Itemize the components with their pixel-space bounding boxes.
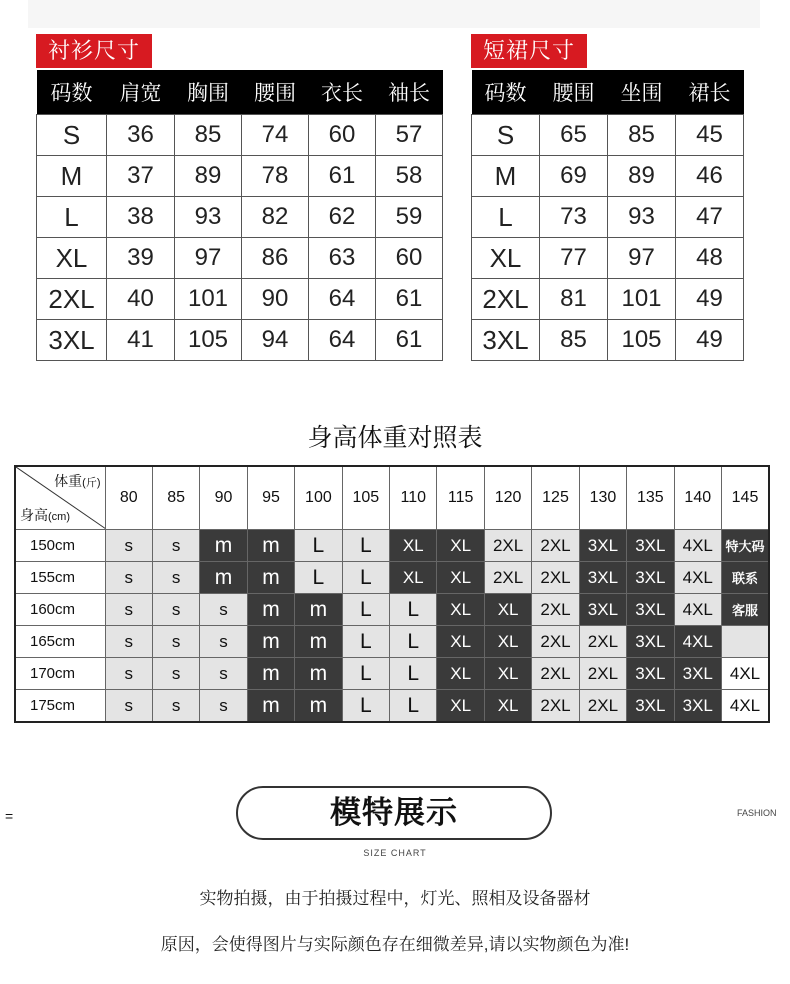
shirt-value-cell: 82: [242, 197, 309, 238]
size-recommendation-cell: 特大码: [721, 530, 769, 562]
height-label-cell: 155cm: [15, 562, 105, 594]
size-recommendation-cell: 3XL: [579, 562, 626, 594]
height-weight-title: 身高体重对照表: [307, 423, 483, 452]
size-recommendation-cell: [721, 626, 769, 658]
shirt-value-cell: 64: [309, 320, 376, 361]
skirt-value-cell: 49: [676, 279, 744, 320]
shirt-value-cell: 94: [242, 320, 309, 361]
size-recommendation-cell: 2XL: [579, 626, 626, 658]
skirt-value-cell: 101: [608, 279, 676, 320]
height-row: [15, 530, 769, 562]
shirt-value-cell: 59: [376, 197, 443, 238]
height-weight-table: [14, 465, 770, 723]
skirt-header-cell: 裙长: [676, 70, 744, 115]
size-recommendation-cell: XL: [437, 626, 484, 658]
weight-axis-label: 体重(斤): [54, 473, 101, 489]
size-recommendation-cell: s: [200, 626, 247, 658]
skirt-size-table: [471, 70, 744, 361]
skirt-value-cell: 49: [676, 320, 744, 361]
shirt-header-cell: 码数: [37, 70, 107, 115]
size-recommendation-cell: 2XL: [579, 658, 626, 690]
height-label-cell: 175cm: [15, 690, 105, 723]
size-recommendation-cell: L: [390, 594, 437, 626]
size-recommendation-cell: 4XL: [674, 562, 721, 594]
size-recommendation-cell: 4XL: [674, 594, 721, 626]
shirt-value-cell: 85: [175, 115, 242, 156]
shirt-value-cell: 61: [376, 320, 443, 361]
size-recommendation-cell: 3XL: [627, 594, 674, 626]
size-recommendation-cell: m: [247, 562, 294, 594]
size-recommendation-cell: 3XL: [627, 690, 674, 723]
weight-header-cell: 80: [105, 466, 152, 530]
size-recommendation-cell: s: [152, 690, 199, 723]
size-recommendation-cell: s: [152, 530, 199, 562]
weight-header-cell: 125: [532, 466, 579, 530]
skirt-row: [472, 156, 744, 197]
height-row: [15, 658, 769, 690]
weight-header-cell: 140: [674, 466, 721, 530]
size-recommendation-cell: 3XL: [674, 690, 721, 723]
size-recommendation-cell: 4XL: [721, 690, 769, 723]
shirt-row: [37, 115, 443, 156]
size-recommendation-cell: L: [342, 530, 389, 562]
shirt-value-cell: 64: [309, 279, 376, 320]
skirt-value-cell: 73: [540, 197, 608, 238]
shirt-value-cell: 86: [242, 238, 309, 279]
shirt-value-cell: 38: [107, 197, 175, 238]
size-recommendation-cell: m: [247, 626, 294, 658]
size-recommendation-cell: s: [200, 658, 247, 690]
size-recommendation-cell: m: [247, 690, 294, 723]
skirt-value-cell: 93: [608, 197, 676, 238]
weight-header-cell: 95: [247, 466, 294, 530]
size-recommendation-cell: 4XL: [674, 530, 721, 562]
height-row: [15, 562, 769, 594]
size-recommendation-cell: s: [105, 594, 152, 626]
size-recommendation-cell: m: [200, 562, 247, 594]
size-recommendation-cell: 4XL: [674, 626, 721, 658]
size-recommendation-cell: s: [152, 626, 199, 658]
shirt-row: [37, 279, 443, 320]
size-recommendation-cell: m: [247, 594, 294, 626]
size-recommendation-cell: XL: [390, 562, 437, 594]
skirt-size-cell: 3XL: [472, 320, 540, 361]
shirt-value-cell: 36: [107, 115, 175, 156]
shirt-value-cell: 61: [309, 156, 376, 197]
skirt-value-cell: 46: [676, 156, 744, 197]
size-recommendation-cell: s: [105, 530, 152, 562]
size-recommendation-cell: 3XL: [674, 658, 721, 690]
size-recommendation-cell: 3XL: [627, 530, 674, 562]
size-recommendation-cell: 2XL: [532, 658, 579, 690]
size-recommendation-cell: 2XL: [579, 690, 626, 723]
shirt-size-cell: 2XL: [37, 279, 107, 320]
shirt-size-cell: L: [37, 197, 107, 238]
size-recommendation-cell: L: [342, 658, 389, 690]
shirt-value-cell: 93: [175, 197, 242, 238]
shirt-size-cell: 3XL: [37, 320, 107, 361]
size-recommendation-cell: XL: [437, 530, 484, 562]
size-recommendation-cell: 2XL: [484, 530, 531, 562]
size-recommendation-cell: s: [105, 562, 152, 594]
skirt-value-cell: 48: [676, 238, 744, 279]
skirt-value-cell: 85: [608, 115, 676, 156]
fashion-label: FASHION: [737, 808, 777, 818]
shirt-header-cell: 衣长: [309, 70, 376, 115]
size-recommendation-cell: 3XL: [579, 594, 626, 626]
shirt-size-cell: XL: [37, 238, 107, 279]
height-label-cell: 165cm: [15, 626, 105, 658]
shirt-row: [37, 197, 443, 238]
shirt-row: [37, 156, 443, 197]
skirt-header-cell: 码数: [472, 70, 540, 115]
size-recommendation-cell: s: [105, 626, 152, 658]
size-recommendation-cell: s: [152, 594, 199, 626]
disclaimer-line-1: 实物拍摄，由于拍摄过程中，灯光、照相及设备器材: [199, 889, 591, 908]
size-recommendation-cell: m: [295, 594, 342, 626]
shirt-value-cell: 63: [309, 238, 376, 279]
size-recommendation-cell: 4XL: [721, 658, 769, 690]
size-recommendation-cell: 3XL: [579, 530, 626, 562]
shirt-value-cell: 41: [107, 320, 175, 361]
weight-header-cell: 100: [295, 466, 342, 530]
skirt-size-cell: XL: [472, 238, 540, 279]
size-recommendation-cell: L: [390, 690, 437, 723]
shirt-value-cell: 61: [376, 279, 443, 320]
shirt-value-cell: 97: [175, 238, 242, 279]
shirt-value-cell: 37: [107, 156, 175, 197]
weight-header-cell: 145: [721, 466, 769, 530]
weight-header-cell: 90: [200, 466, 247, 530]
shirt-header-cell: 袖长: [376, 70, 443, 115]
size-recommendation-cell: L: [390, 626, 437, 658]
shirt-header-cell: 胸围: [175, 70, 242, 115]
weight-header-cell: 85: [152, 466, 199, 530]
size-recommendation-cell: XL: [484, 626, 531, 658]
size-recommendation-cell: 2XL: [532, 562, 579, 594]
shirt-value-cell: 101: [175, 279, 242, 320]
skirt-row: [472, 197, 744, 238]
height-axis-label: 身高(cm): [20, 507, 70, 523]
size-recommendation-cell: L: [342, 562, 389, 594]
shirt-value-cell: 40: [107, 279, 175, 320]
size-recommendation-cell: XL: [437, 658, 484, 690]
shirt-row: [37, 320, 443, 361]
skirt-value-cell: 45: [676, 115, 744, 156]
height-label-cell: 150cm: [15, 530, 105, 562]
size-chart-label: SIZE CHART: [363, 848, 427, 858]
top-strip: [28, 0, 760, 28]
skirt-value-cell: 77: [540, 238, 608, 279]
size-recommendation-cell: L: [342, 594, 389, 626]
size-recommendation-cell: s: [200, 594, 247, 626]
skirt-row: [472, 238, 744, 279]
shirt-value-cell: 62: [309, 197, 376, 238]
weight-header-cell: 110: [390, 466, 437, 530]
size-recommendation-cell: s: [105, 658, 152, 690]
size-recommendation-cell: s: [152, 562, 199, 594]
skirt-row: [472, 279, 744, 320]
size-recommendation-cell: m: [295, 690, 342, 723]
size-recommendation-cell: s: [200, 690, 247, 723]
skirt-size-cell: S: [472, 115, 540, 156]
skirt-header-row: [472, 70, 744, 115]
size-recommendation-cell: XL: [437, 562, 484, 594]
weight-header-cell: 120: [484, 466, 531, 530]
shirt-value-cell: 74: [242, 115, 309, 156]
size-recommendation-cell: 2XL: [532, 626, 579, 658]
shirt-value-cell: 57: [376, 115, 443, 156]
weight-header-cell: 115: [437, 466, 484, 530]
height-label-cell: 160cm: [15, 594, 105, 626]
size-recommendation-cell: L: [342, 690, 389, 723]
skirt-value-cell: 97: [608, 238, 676, 279]
shirt-header-cell: 肩宽: [107, 70, 175, 115]
size-recommendation-cell: L: [342, 626, 389, 658]
shirt-header-cell: 腰围: [242, 70, 309, 115]
height-row: [15, 626, 769, 658]
height-row: [15, 594, 769, 626]
skirt-row: [472, 115, 744, 156]
skirt-value-cell: 89: [608, 156, 676, 197]
size-recommendation-cell: XL: [484, 658, 531, 690]
shirt-value-cell: 39: [107, 238, 175, 279]
size-recommendation-cell: s: [105, 690, 152, 723]
skirt-value-cell: 85: [540, 320, 608, 361]
size-recommendation-cell: XL: [437, 594, 484, 626]
skirt-size-cell: 2XL: [472, 279, 540, 320]
skirt-size-cell: M: [472, 156, 540, 197]
height-label-cell: 170cm: [15, 658, 105, 690]
size-recommendation-cell: XL: [484, 594, 531, 626]
size-recommendation-cell: 2XL: [532, 690, 579, 723]
size-recommendation-cell: 3XL: [627, 626, 674, 658]
shirt-header-row: [37, 70, 443, 115]
size-recommendation-cell: 客服: [721, 594, 769, 626]
shirt-value-cell: 89: [175, 156, 242, 197]
skirt-value-cell: 105: [608, 320, 676, 361]
shirt-row: [37, 238, 443, 279]
shirt-value-cell: 78: [242, 156, 309, 197]
size-recommendation-cell: 2XL: [532, 530, 579, 562]
size-recommendation-cell: 联系: [721, 562, 769, 594]
shirt-value-cell: 60: [309, 115, 376, 156]
shirt-size-cell: S: [37, 115, 107, 156]
skirt-header-cell: 坐围: [608, 70, 676, 115]
size-recommendation-cell: m: [200, 530, 247, 562]
weight-header-row: [15, 466, 769, 530]
shirt-size-table: [36, 70, 443, 361]
weight-header-cell: 105: [342, 466, 389, 530]
weight-header-cell: 130: [579, 466, 626, 530]
size-recommendation-cell: m: [247, 530, 294, 562]
size-recommendation-cell: XL: [484, 690, 531, 723]
size-recommendation-cell: L: [295, 562, 342, 594]
skirt-row: [472, 320, 744, 361]
shirt-size-cell: M: [37, 156, 107, 197]
size-recommendation-cell: 2XL: [532, 594, 579, 626]
size-recommendation-cell: m: [295, 626, 342, 658]
skirt-value-cell: 69: [540, 156, 608, 197]
size-recommendation-cell: L: [390, 658, 437, 690]
shirt-value-cell: 90: [242, 279, 309, 320]
model-display-title: 模特展示: [236, 786, 552, 840]
shirt-size-tag: 衬衫尺寸: [36, 34, 152, 68]
size-recommendation-cell: m: [295, 658, 342, 690]
skirt-size-tag: 短裙尺寸: [471, 34, 587, 68]
size-recommendation-cell: 2XL: [484, 562, 531, 594]
skirt-size-cell: L: [472, 197, 540, 238]
size-recommendation-cell: 3XL: [627, 658, 674, 690]
skirt-header-cell: 腰围: [540, 70, 608, 115]
size-recommendation-cell: 3XL: [627, 562, 674, 594]
shirt-value-cell: 58: [376, 156, 443, 197]
weight-header-cell: 135: [627, 466, 674, 530]
size-recommendation-cell: m: [247, 658, 294, 690]
shirt-value-cell: 105: [175, 320, 242, 361]
size-recommendation-cell: XL: [437, 690, 484, 723]
shirt-value-cell: 60: [376, 238, 443, 279]
size-recommendation-cell: s: [152, 658, 199, 690]
skirt-value-cell: 65: [540, 115, 608, 156]
corner-header-cell: [15, 466, 105, 530]
skirt-value-cell: 47: [676, 197, 744, 238]
height-row: [15, 690, 769, 723]
equals-mark: =: [5, 808, 14, 824]
size-recommendation-cell: XL: [390, 530, 437, 562]
disclaimer-line-2: 原因，会使得图片与实际颜色存在细微差异,请以实物颜色为准!: [160, 935, 630, 954]
size-recommendation-cell: L: [295, 530, 342, 562]
skirt-value-cell: 81: [540, 279, 608, 320]
